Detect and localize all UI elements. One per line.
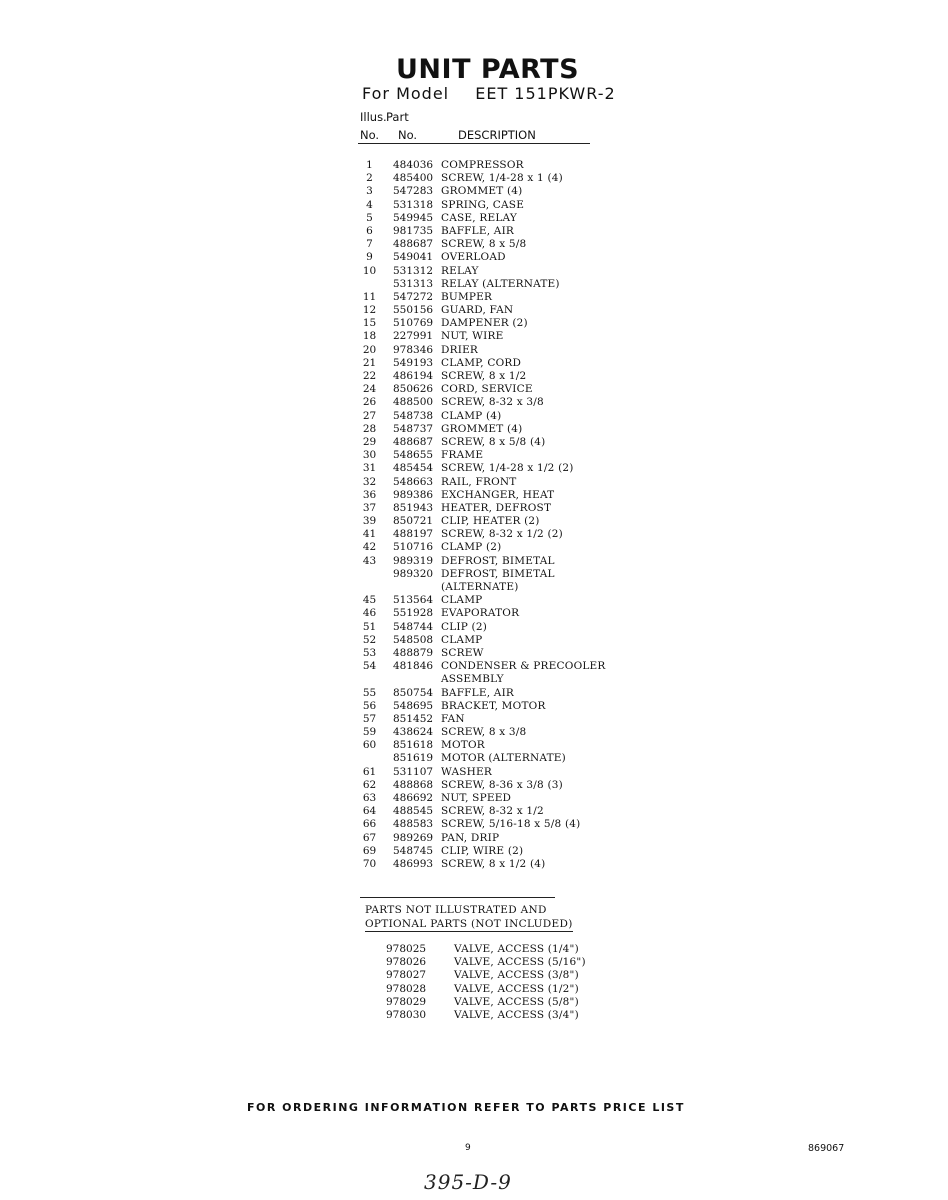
parts-row (356, 607, 616, 620)
part-description: SCREW, 8-32 x 1/2 (2) (441, 528, 563, 541)
parts-row (356, 621, 616, 634)
part-number: 851452 (393, 712, 434, 725)
illus-number: 42 (362, 541, 377, 554)
parts-row (356, 528, 616, 541)
parts-row (356, 555, 616, 568)
illus-number: 22 (362, 370, 377, 382)
part-description: CLAMP (441, 633, 483, 646)
illus-number: 5 (366, 211, 373, 224)
col-header-illus: Illus. (360, 110, 387, 124)
part-number: 510716 (393, 541, 434, 554)
part-number: 488197 (393, 528, 434, 541)
part-description: VALVE, ACCESS (1/4") (454, 943, 579, 955)
illus-number: 52 (362, 633, 377, 646)
illus-number: 61 (362, 765, 377, 778)
parts-list (356, 159, 616, 871)
illus-number: 20 (362, 343, 377, 356)
part-number: 488500 (393, 396, 434, 409)
parts-row (356, 370, 616, 383)
part-description: SCREW, 8 x 3/8 (441, 726, 527, 739)
optional-parts-row (386, 969, 586, 982)
part-number: 485454 (393, 462, 434, 475)
part-number: 989320 (393, 567, 434, 580)
parts-row (356, 423, 616, 436)
illus-number (356, 673, 383, 686)
illus-number: 7 (366, 238, 373, 251)
part-description: CLIP (2) (441, 620, 488, 633)
optional-parts-row (386, 983, 586, 996)
illus-number: 69 (362, 844, 377, 857)
part-description: BAFFLE, AIR (441, 686, 515, 699)
parts-row (356, 594, 616, 607)
part-description: CLAMP (441, 594, 483, 607)
col-header-part-no: No. (398, 128, 418, 142)
part-number: 485400 (393, 172, 434, 185)
illus-number (356, 278, 383, 291)
illus-number: 29 (362, 435, 377, 448)
parts-row (356, 673, 616, 686)
part-number: 510769 (393, 317, 434, 330)
not-illustrated-heading (365, 903, 573, 932)
parts-row (356, 172, 616, 185)
part-number: 850626 (393, 383, 434, 396)
parts-row (356, 858, 616, 871)
parts-row (356, 212, 616, 225)
illus-number: 30 (362, 449, 377, 462)
part-number: 548508 (393, 633, 434, 646)
part-number: 850754 (393, 686, 434, 699)
part-description: CLAMP (2) (441, 541, 502, 554)
not-illustrated-line2: OPTIONAL PARTS (NOT INCLUDED) (365, 918, 573, 930)
illus-number: 63 (362, 792, 377, 804)
part-number: 531312 (393, 264, 434, 277)
part-number: 548663 (393, 475, 434, 488)
part-description: GROMMET (4) (441, 422, 523, 435)
illus-number (356, 752, 383, 765)
part-description: FAN (441, 712, 465, 725)
part-number: 989386 (393, 488, 434, 501)
col-header-illus-no: No. (360, 128, 380, 142)
parts-row (356, 304, 616, 317)
illus-number: 39 (362, 515, 377, 528)
part-number: 851618 (393, 739, 434, 752)
parts-row (356, 330, 616, 343)
part-number: 978027 (386, 969, 427, 982)
part-description: SCREW, 8 x 5/8 (4) (441, 435, 546, 448)
illus-number: 18 (362, 330, 377, 343)
parts-row (356, 541, 616, 554)
illus-number: 60 (362, 739, 377, 752)
illus-number: 45 (362, 594, 377, 607)
parts-row (356, 647, 616, 660)
parts-row (356, 462, 616, 475)
part-description: GROMMET (4) (441, 185, 523, 198)
parts-row (356, 766, 616, 779)
part-description: RELAY (ALTERNATE) (441, 277, 560, 290)
part-description: GUARD, FAN (441, 304, 514, 317)
part-description: CONDENSER & PRECOOLER (441, 660, 606, 673)
illus-number: 10 (362, 264, 377, 277)
part-number: 488545 (393, 805, 434, 818)
illus-number: 37 (362, 501, 377, 514)
parts-row (356, 278, 616, 291)
illus-number: 12 (362, 304, 377, 317)
part-number: 978030 (386, 1008, 427, 1021)
parts-row (356, 185, 616, 198)
illus-number: 6 (366, 224, 373, 237)
part-number: 488879 (393, 646, 434, 659)
parts-row (356, 779, 616, 792)
part-number (383, 673, 431, 686)
part-number: 547272 (393, 290, 434, 303)
illus-number: 43 (362, 554, 377, 567)
parts-row (356, 436, 616, 449)
part-description: CASE, RELAY (441, 211, 517, 224)
parts-row (356, 291, 616, 304)
part-description: SCREW, 1/4-28 x 1 (4) (441, 172, 563, 185)
illus-number: 70 (362, 857, 377, 870)
illus-number: 11 (362, 290, 377, 303)
part-description: MOTOR (ALTERNATE) (441, 752, 566, 765)
illus-number: 46 (362, 607, 377, 620)
parts-row (356, 317, 616, 330)
illus-number: 55 (362, 686, 377, 699)
part-description: CLAMP (4) (441, 409, 502, 422)
part-description: VALVE, ACCESS (3/8") (454, 969, 579, 982)
page-title: UNIT PARTS (396, 54, 580, 85)
parts-row (356, 634, 616, 647)
illus-number: 24 (362, 383, 377, 396)
parts-row (356, 159, 616, 172)
section-divider (360, 897, 555, 898)
part-number: 978028 (386, 982, 427, 995)
illus-number (356, 568, 383, 581)
part-description: VALVE, ACCESS (1/2") (454, 982, 579, 995)
part-number: 531318 (393, 198, 434, 211)
part-description: FRAME (441, 449, 484, 462)
part-description: MOTOR (441, 739, 485, 752)
model-line (362, 84, 616, 103)
model-number: EET 151PKWR-2 (475, 84, 616, 103)
illus-number (356, 581, 383, 594)
illus-number: 56 (362, 699, 377, 712)
part-number: 548745 (393, 844, 434, 857)
part-description: CLAMP, CORD (441, 356, 522, 369)
part-description: OVERLOAD (441, 251, 506, 264)
illus-number: 4 (366, 198, 373, 211)
part-description: VALVE, ACCESS (5/8") (454, 995, 579, 1008)
parts-row (356, 739, 616, 752)
part-description: NUT, SPEED (441, 792, 512, 804)
part-number: 989269 (393, 831, 434, 844)
parts-row (356, 515, 616, 528)
part-description: ASSEMBLY (441, 673, 504, 686)
illus-number: 51 (362, 620, 377, 633)
part-description: DEFROST, BIMETAL (441, 567, 555, 580)
part-description: DRIER (441, 343, 479, 356)
part-description: SCREW, 1/4-28 x 1/2 (2) (441, 462, 574, 475)
part-description: SCREW, 8 x 1/2 (4) (441, 857, 546, 870)
part-description: SCREW (441, 646, 484, 659)
part-description: COMPRESSOR (441, 159, 524, 171)
optional-parts-list (386, 943, 586, 1022)
illus-number: 36 (362, 488, 377, 501)
illus-number: 57 (362, 712, 377, 725)
for-model-label: For Model (362, 84, 450, 103)
illus-number: 2 (366, 172, 373, 185)
illus-number: 41 (362, 528, 377, 541)
col-header-part: Part (386, 110, 409, 124)
parts-row (356, 476, 616, 489)
part-number: 981735 (393, 224, 434, 237)
illus-number: 66 (362, 818, 377, 831)
parts-row (356, 251, 616, 264)
part-description: HEATER, DEFROST (441, 501, 552, 514)
parts-row (356, 818, 616, 831)
parts-row (356, 449, 616, 462)
part-number: 227991 (393, 330, 434, 343)
optional-parts-row (386, 956, 586, 969)
illus-number: 54 (362, 660, 377, 673)
part-description: CLIP, HEATER (2) (441, 515, 540, 528)
handwritten-note: 395-D-9 (424, 1170, 512, 1194)
illus-number: 53 (362, 646, 377, 659)
parts-row (356, 225, 616, 238)
part-number: 531107 (393, 765, 434, 778)
part-number: 989319 (393, 554, 434, 567)
part-description: BAFFLE, AIR (441, 224, 515, 237)
part-number: 548655 (393, 449, 434, 462)
illus-number: 59 (362, 726, 377, 739)
illus-number: 27 (362, 409, 377, 422)
part-number: 978029 (386, 995, 427, 1008)
parts-row (356, 660, 616, 673)
part-number: 513564 (393, 594, 434, 607)
parts-row (356, 410, 616, 423)
parts-row (356, 199, 616, 212)
parts-row (356, 383, 616, 396)
illus-number: 1 (366, 159, 373, 171)
part-description: SPRING, CASE (441, 198, 525, 211)
part-description: DEFROST, BIMETAL (441, 554, 555, 567)
part-description: RAIL, FRONT (441, 475, 517, 488)
part-number: 851619 (393, 752, 434, 765)
part-description: EXCHANGER, HEAT (441, 488, 555, 501)
part-number: 547283 (393, 185, 434, 198)
optional-parts-row (386, 996, 586, 1009)
illus-number: 26 (362, 396, 377, 409)
part-number: 481846 (393, 660, 434, 673)
part-number (383, 581, 431, 594)
part-description: SCREW, 8 x 5/8 (441, 238, 527, 251)
ordering-info: FOR ORDERING INFORMATION REFER TO PARTS PRICE LIST (247, 1101, 685, 1114)
part-number: 549041 (393, 251, 434, 264)
part-number: 548738 (393, 409, 434, 422)
part-number: 851943 (393, 501, 434, 514)
part-number: 486993 (393, 857, 434, 870)
parts-row (356, 357, 616, 370)
part-description: SCREW, 8-36 x 3/8 (3) (441, 778, 563, 791)
illus-number: 3 (366, 185, 373, 198)
part-number: 548695 (393, 699, 434, 712)
part-number: 484036 (393, 159, 434, 171)
parts-row (356, 845, 616, 858)
part-number: 486194 (393, 370, 434, 382)
part-description: WASHER (441, 765, 492, 778)
optional-parts-row (386, 1009, 586, 1022)
part-number: 551928 (393, 607, 434, 620)
part-description: RELAY (441, 264, 479, 277)
parts-row (356, 687, 616, 700)
parts-row (356, 581, 616, 594)
part-description: SCREW, 8-32 x 1/2 (441, 805, 544, 818)
part-number: 548737 (393, 422, 434, 435)
parts-row (356, 752, 616, 765)
parts-row (356, 396, 616, 409)
part-number: 978346 (393, 343, 434, 356)
part-number: 978025 (386, 943, 427, 955)
optional-parts-row (386, 943, 586, 956)
illus-number: 31 (362, 462, 377, 475)
parts-row (356, 344, 616, 357)
part-description: SCREW, 5/16-18 x 5/8 (4) (441, 818, 581, 831)
part-number: 488868 (393, 778, 434, 791)
parts-row (356, 713, 616, 726)
part-number: 978026 (386, 956, 427, 969)
illus-number: 21 (362, 356, 377, 369)
col-header-description: DESCRIPTION (458, 128, 536, 142)
parts-row (356, 792, 616, 805)
part-description: BRACKET, MOTOR (441, 699, 546, 712)
illus-number: 28 (362, 422, 377, 435)
page-number: 9 (465, 1143, 471, 1153)
part-number: 488687 (393, 435, 434, 448)
part-description: DAMPENER (2) (441, 317, 528, 330)
parts-row (356, 700, 616, 713)
illus-number: 9 (366, 251, 373, 264)
part-number: 850721 (393, 515, 434, 528)
parts-row (356, 568, 616, 581)
illus-number: 32 (362, 475, 377, 488)
not-illustrated-line1: PARTS NOT ILLUSTRATED AND (365, 904, 547, 916)
parts-row (356, 805, 616, 818)
parts-row (356, 265, 616, 278)
parts-row (356, 502, 616, 515)
part-number: 531313 (393, 277, 434, 290)
illus-number: 67 (362, 831, 377, 844)
parts-row (356, 489, 616, 502)
part-number: 438624 (393, 726, 434, 739)
header-divider (358, 143, 590, 144)
part-description: CLIP, WIRE (2) (441, 844, 524, 857)
illus-number: 62 (362, 778, 377, 791)
part-description: (ALTERNATE) (441, 581, 519, 593)
part-description: SCREW, 8 x 1/2 (441, 370, 527, 382)
parts-row (356, 238, 616, 251)
part-number: 488687 (393, 238, 434, 251)
illus-number: 64 (362, 805, 377, 818)
part-number: 486692 (393, 792, 434, 804)
part-number: 488583 (393, 818, 434, 831)
part-description: VALVE, ACCESS (3/4") (454, 1008, 579, 1021)
part-description: PAN, DRIP (441, 831, 500, 844)
part-number: 548744 (393, 620, 434, 633)
illus-number: 15 (362, 317, 377, 330)
document-id: 869067 (808, 1143, 845, 1154)
parts-row (356, 726, 616, 739)
part-number: 549945 (393, 211, 434, 224)
part-description: BUMPER (441, 290, 493, 303)
part-description: SCREW, 8-32 x 3/8 (441, 396, 544, 409)
part-description: VALVE, ACCESS (5/16") (454, 956, 586, 969)
parts-row (356, 832, 616, 845)
part-description: NUT, WIRE (441, 330, 504, 343)
part-number: 549193 (393, 356, 434, 369)
part-description: CORD, SERVICE (441, 383, 533, 396)
part-description: EVAPORATOR (441, 607, 520, 620)
part-number: 550156 (393, 304, 434, 317)
